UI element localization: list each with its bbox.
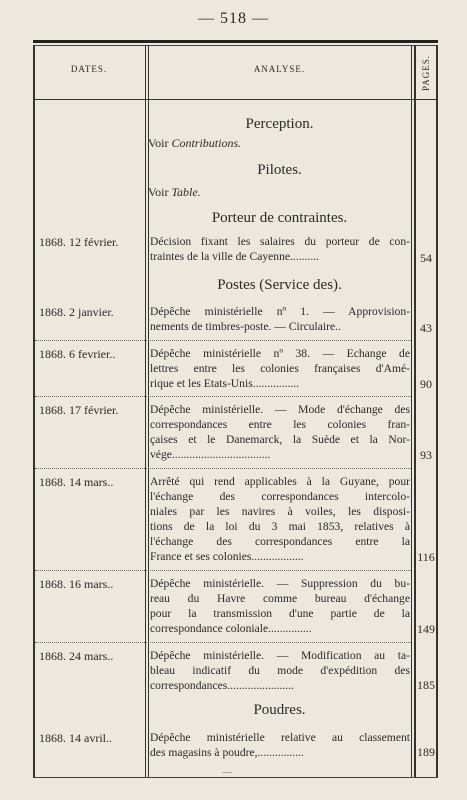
entry-page: 116	[417, 550, 435, 564]
section-title-porteur: Porteur de contraintes.	[211, 210, 348, 226]
entry-line: Dépêche ministérielle nº 38. — Echange de	[150, 347, 410, 360]
entry-line: l'échange des correspondances intercolo-	[150, 490, 410, 503]
entry-line: traintes de la ville de Cayenne..........	[150, 250, 320, 263]
entry-text	[148, 648, 410, 693]
entry-text	[148, 402, 410, 462]
entry-line: Dépêche ministérielle relative au classement	[150, 731, 410, 744]
entry-date: 1868. 16 mars..	[39, 577, 114, 591]
entry-date: 1868. 17 février.	[39, 403, 119, 417]
page-number: — 518 —	[198, 10, 269, 27]
entry-line: çaises et le Danemarck, la Suède et la Nor-	[150, 433, 410, 446]
entry-page: 43	[420, 321, 432, 335]
row-separator	[35, 340, 411, 341]
header-pages	[416, 48, 436, 98]
entry-line: Dépêche ministérielle. — Mode d'échange des	[150, 403, 410, 416]
header-dates: DATES.	[70, 64, 108, 74]
entry-line: bleau indicatif du mode d'expédition des	[150, 664, 410, 677]
entry-text	[148, 576, 410, 636]
header-pages-label: PAGES.	[421, 55, 431, 91]
entry-date: 1868. 14 mars..	[39, 475, 114, 489]
section-title-poudres: Poudres.	[253, 702, 306, 718]
entry-page: 149	[417, 622, 435, 636]
top-rule	[33, 40, 438, 43]
entry-line: nements de timbres-poste. — Circulaire..	[150, 320, 341, 333]
entry-text	[148, 730, 410, 760]
entry-line: l'échange des correspondances entre la	[150, 535, 410, 548]
section-title-postes: Postes (Service des).	[217, 277, 342, 293]
entry-page: 189	[417, 745, 435, 759]
entry-line: Dépêche ministérielle. — Suppression du bu-	[150, 577, 410, 590]
entry-text	[148, 474, 410, 564]
entry-line: correspondance coloniale...............	[150, 622, 312, 635]
column-line	[33, 45, 35, 777]
entry-date: 1868. 6 fevrier..	[39, 347, 116, 361]
entry-line: Arrêté qui rend applicables à la Guyane, pour	[150, 475, 410, 488]
entry-line: correspondances entre les colonies fran-	[150, 418, 410, 431]
entry-date: 1868. 14 avril..	[39, 731, 112, 745]
column-line	[145, 45, 146, 777]
entry-text	[148, 346, 410, 391]
entry-line: France et ses colonies..................	[150, 550, 304, 563]
entry-date: 1868. 24 mars..	[39, 649, 114, 663]
bottom-rule	[33, 777, 438, 778]
entry-text	[148, 234, 410, 264]
column-line	[414, 45, 416, 777]
row-separator	[35, 396, 411, 397]
entry-line: correspondances.......................	[150, 679, 294, 692]
entry-line: des magasins à poudre,................	[150, 746, 304, 759]
entry-page: 90	[420, 377, 432, 391]
section-title-pilotes: Pilotes.	[257, 162, 302, 178]
entry-line: Décision fixant les salaires du porteur de con-	[150, 235, 410, 248]
row-separator	[35, 468, 411, 469]
header-rule	[33, 99, 438, 100]
entry-line: reau du Havre comme bureau d'échange	[150, 592, 410, 605]
column-line	[411, 45, 412, 777]
footer-mark	[222, 772, 232, 773]
see-reference: Table.	[171, 185, 201, 199]
entry-line: pour la transmission d'une partie de la	[150, 607, 410, 620]
see-reference: Contributions.	[171, 136, 242, 150]
index-table	[33, 40, 438, 785]
entry-line: niales par les navires à voiles, les disposi-	[150, 505, 410, 518]
entry-date: 1868. 12 février.	[39, 235, 119, 249]
top-rule-thin	[33, 45, 438, 46]
entry-page: 93	[420, 448, 432, 462]
entry-line: tions de la loi du 3 mai 1853, relatives à	[150, 520, 410, 533]
row-separator	[35, 642, 411, 643]
entry-page: 54	[420, 251, 432, 265]
entry-line: vége..................................	[150, 448, 271, 461]
row-separator	[35, 570, 411, 571]
entry-line: Dépêche ministérielle. — Modification au ta-	[150, 649, 410, 662]
section-title-perception: Perception.	[245, 116, 314, 132]
see-reference-pilotes	[148, 185, 201, 200]
see-label: Voir	[148, 136, 172, 150]
entry-line: Dépêche ministérielle nº 1. — Approvision-	[150, 305, 410, 318]
entry-page: 185	[417, 678, 435, 692]
entry-line: rique et les Etats-Unis................	[150, 377, 300, 390]
header-analyse: ANALYSE.	[253, 64, 306, 74]
entry-line: lettres entre les colonies françaises d'Amé-	[150, 362, 410, 375]
column-line	[436, 45, 438, 777]
entry-date: 1868. 2 janvier.	[39, 305, 114, 319]
see-label: Voir	[148, 185, 172, 199]
entry-text	[148, 304, 410, 334]
see-reference-perception	[148, 136, 241, 151]
